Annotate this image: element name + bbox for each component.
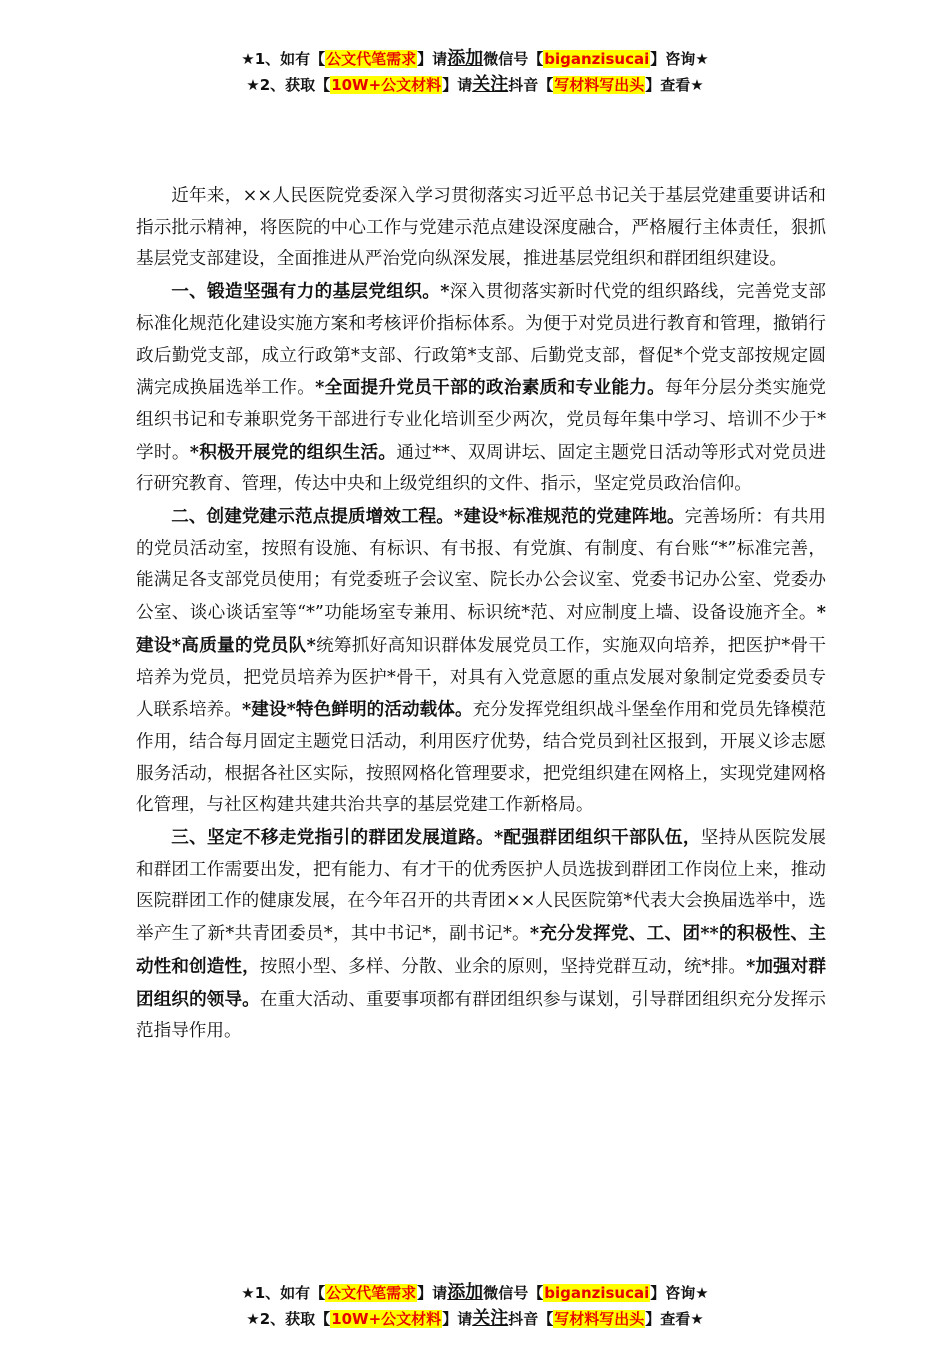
bottom-banner (0, 1280, 950, 1332)
banner-highlight-materials: 10W+公文材料 (331, 1310, 442, 1328)
banner-highlight-wechat: biganzisucai (544, 1284, 650, 1302)
banner-line-1: ★1、如有【公文代笔需求】请添加微信号【biganzisucai】咨询★ (241, 48, 709, 69)
document-body (136, 181, 826, 1048)
banner-highlight-service: 公文代笔需求 (326, 1284, 417, 1302)
section-3-heading: 三、坚定不移走党指引的群团发展道路。 (171, 827, 494, 849)
section-2-paragraph: 二、创建党建示范点提质增效工程。*建设*标准规范的党建阵地。完善场所：有共用的党员活动室，按照有设施、有标识、有书报、有党旗、有制度、有台账“*”标准完善，能满足各支部党员使用；有党委班子会议室、院长办公会议室、党委书记办公室、党委办公室、谈心谈话室等“*”功能场室专兼用、标识统*范、对应制度上墙、设备设施齐全。*建设*高质量的党员队*统筹抓好高知识群体发展党员工作，实施双向培养，把医护*骨干培养为党员，把党员培养为医护*骨干，对具有入党意愿的重点发展对象制定党委委员专人联系培养。*建设*特色鲜明的活动载体。充分发挥党组织战斗堡垒作用和党员先锋模范作用，结合每月固定主题党日活动，利用医疗优势，结合党员到社区报到，开展义诊志愿服务活动，根据各社区实际，按照网格化管理要求，把党组织建在网格上，实现党建网格化管理，与社区构建共建共治共享的基层党建工作新格局。 (136, 506, 826, 816)
banner-highlight-service: 公文代笔需求 (326, 50, 417, 68)
banner-highlight-materials: 10W+公文材料 (331, 76, 442, 94)
banner-highlight-douyin: 写材料写出头 (554, 76, 645, 94)
banner-line-1: ★1、如有【公文代笔需求】请添加微信号【biganzisucai】咨询★ (241, 1282, 709, 1303)
top-banner (0, 46, 950, 98)
section-1-heading: 一、锻造坚强有力的基层党组织。 (171, 281, 441, 303)
banner-line-2: ★2、获取【10W+公文材料】请关注抖音【写材料写出头】查看★ (246, 1308, 704, 1329)
intro-paragraph: 近年来，××人民医院党委深入学习贯彻落实习近平总书记关于基层党建重要讲话和指示批示精神，将医院的中心工作与党建示范点建设深度融合，严格履行主体责任，狠抓基层党支部建设，全面推进从严治党向纵深发展，推进基层党组织和群团组织建设。 (136, 186, 826, 270)
section-2-heading: 二、创建党建示范点提质增效工程。 (171, 506, 454, 528)
banner-line-2: ★2、获取【10W+公文材料】请关注抖音【写材料写出头】查看★ (246, 74, 704, 95)
section-1-paragraph: 一、锻造坚强有力的基层党组织。*深入贯彻落实新时代党的组织路线，完善党支部标准化规范化建设实施方案和考核评价指标体系。为便于对党员进行教育和管理，撤销行政后勤党支部，成立行政第*支部、行政第*支部、后勤党支部，督促*个党支部按规定圆满完成换届选举工作。*全面提升党员干部的政治素质和专业能力。每年分层分类实施党组织书记和专兼职党务干部进行专业化培训至少两次，党员每年集中学习、培训不少于*学时。*积极开展党的组织生活。通过**、双周讲坛、固定主题党日活动等形式对党员进行研究教育、管理，传达中央和上级党组织的文件、指示，坚定党员政治信仰。 (136, 281, 826, 495)
banner-highlight-douyin: 写材料写出头 (554, 1310, 645, 1328)
banner-highlight-wechat: biganzisucai (544, 50, 650, 68)
section-3-paragraph: 三、坚定不移走党指引的群团发展道路。*配强群团组织干部队伍，坚持从医院发展和群团工作需要出发，把有能力、有才干的优秀医护人员选拔到群团工作岗位上来，推动医院群团工作的健康发展，在今年召开的共青团××人民医院第*代表大会换届选举中，选举产生了新*共青团委员*，其中书记*，副书记*。*充分发挥党、工、团**的积极性、主动性和创造性，按照小型、多样、分散、业余的原则，坚持党群互动，统*排。*加强对群团组织的领导。在重大活动、重要事项都有群团组织参与谋划，引导群团组织充分发挥示范指导作用。 (136, 827, 826, 1042)
